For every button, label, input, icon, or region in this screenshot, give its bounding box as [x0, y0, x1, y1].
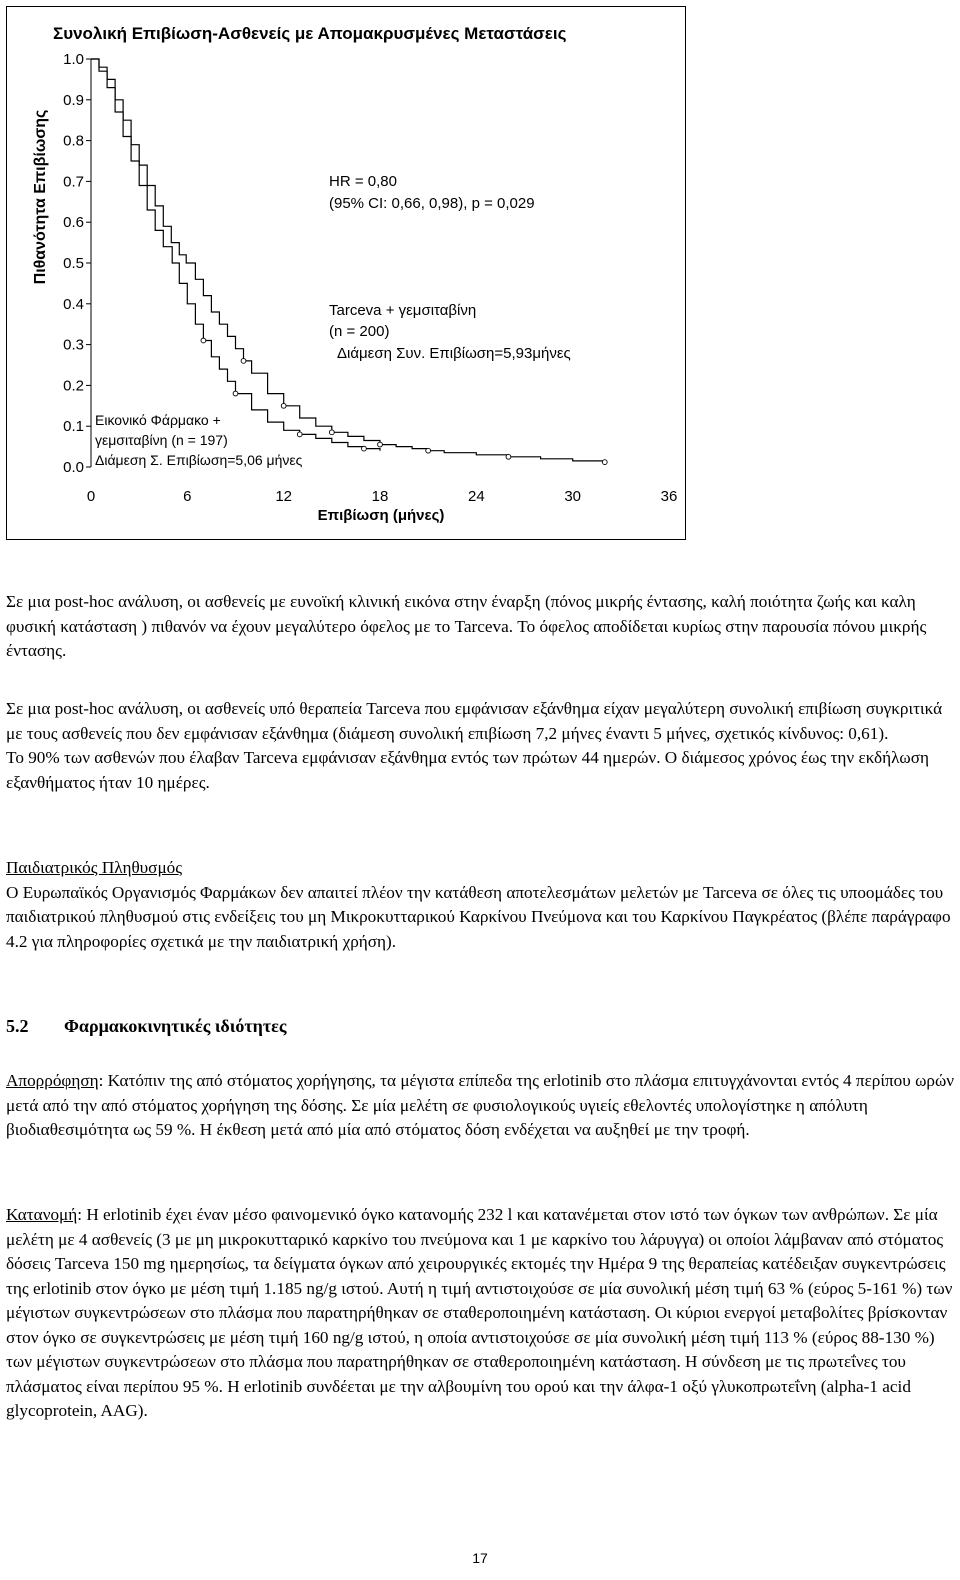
hr-annotation-line1: HR = 0,80: [329, 173, 397, 190]
section-heading: [6, 1016, 286, 1037]
placebo-label-line1: Εικονικό Φάρμακο +: [95, 412, 221, 428]
censor-mark: [297, 432, 302, 437]
km-chart-svg: [7, 7, 687, 541]
x-tick-label: 12: [275, 488, 293, 505]
y-tick-label: 1.0: [63, 51, 84, 68]
y-tick-label: 0.4: [63, 295, 84, 313]
x-tick-label: 0: [86, 488, 96, 505]
x-tick-label: 18: [371, 488, 389, 505]
absorption-text: : Κατόπιν της από στόματος χορήγησης, τα μέγιστα επίπεδα της erlotinib στο πλάσμα επιτυγχάνονται εντός 4 περίπου ωρών μετά από την από στόματος χορήγηση της δόσης. Σε μία μελέτη σε φυσιολογικούς υγιείς εθελοντές υπολογίστηκε η απόλυτη βιοδιαθεσιμότητα ως 59 %. Η έκθεση μετά από μία από στόματος δόση ενδέχεται να αυξηθεί με την τροφή.: [6, 1071, 955, 1139]
y-tick-label: 0.5: [63, 255, 84, 272]
x-axis-label: Επιβίωση (μήνες): [317, 507, 445, 524]
censor-mark: [233, 391, 238, 396]
y-axis-label: Πιθανότητα Επιβίωσης: [32, 109, 49, 285]
paediatric-section: [6, 856, 956, 954]
censor-mark: [201, 338, 206, 343]
y-tick-label: 0.8: [63, 132, 84, 150]
censor-mark: [602, 460, 607, 465]
y-tick-label: 0.9: [63, 91, 84, 109]
tarceva-label-line1: Tarceva + γεμσιταβίνη: [329, 302, 477, 319]
censor-mark: [241, 359, 246, 364]
distribution-paragraph: [6, 1203, 956, 1424]
paragraph-2: Σε μια post-hoc ανάλυση, οι ασθενείς υπό θεραπεία Tarceva που εμφάνισαν εξάνθημα είχαν μεγαλύτερη συνολική επιβίωση συγκριτικά με τους ασθενείς που δεν εμφάνισαν εξάνθημα (διάμεση συνολική επιβίωση 7,2 μήνες έναντι 5 μήνες, σχετικός κίνδυνος: 0,61).: [6, 699, 943, 743]
censor-mark: [378, 442, 383, 447]
y-tick-label: 0.7: [63, 173, 84, 191]
x-tick-label: 30: [564, 488, 582, 505]
censor-mark: [329, 430, 334, 435]
section-title: Φαρμακοκινητικές ιδιότητες: [64, 1016, 287, 1036]
y-tick-label: 0.1: [63, 418, 84, 436]
x-tick-label: 24: [467, 488, 485, 505]
section-number: 5.2: [6, 1016, 29, 1036]
y-tick-label: 0.6: [63, 214, 84, 232]
censor-mark: [281, 403, 286, 408]
page-number: 17: [472, 1550, 488, 1566]
censor-mark: [426, 448, 431, 453]
tarceva-label-line2: (n = 200): [329, 323, 390, 340]
paediatric-text: Ο Ευρωπαϊκός Οργανισμός Φαρμάκων δεν απαιτεί πλέον την κατάθεση αποτελεσμάτων μελετών με Tarceva σε όλες τις υποομάδες του παιδιατρικού πληθυσμού στις ενδείξεις του μη Μικροκυτταρικού Καρκίνου Πνεύμονα και του Καρκίνου Παγκρέατος (βλέπε παράγραφο 4.2 για πληροφορίες σχετικά με την παιδιατρική χρήση).: [6, 882, 951, 951]
censor-mark: [362, 446, 367, 451]
distribution-label: Κατανομή: [6, 1205, 78, 1224]
x-tick-label: 6: [183, 488, 192, 505]
paragraph-quality-of-life: [6, 590, 956, 664]
placebo-label-line3: Διάμεση Σ. Επιβίωση=5,06 μήνες: [95, 452, 303, 468]
curves: [91, 59, 607, 465]
x-tick-label: 36: [660, 488, 678, 505]
y-tick-label: 0.2: [63, 377, 84, 395]
hr-annotation-line2: (95% CI: 0,66, 0,98), p = 0,029: [329, 195, 535, 212]
tarceva-label-line3: Διάμεση Συν. Επιβίωση=5,93μήνες: [337, 345, 571, 362]
chart-title: Συνολική Επιβίωση-Ασθενείς με Απομακρυσμένες Μεταστάσεις: [53, 24, 567, 43]
absorption-paragraph: [6, 1069, 956, 1143]
paediatric-title: Παιδιατρικός Πληθυσμός: [6, 858, 183, 877]
censor-mark: [506, 454, 511, 459]
y-tick-label: 0.3: [63, 336, 84, 354]
paragraph-rash-block: [6, 697, 956, 795]
y-tick-label: 0.0: [63, 459, 84, 476]
survival-figure: [6, 6, 686, 540]
tarceva-survival-curve: [91, 59, 605, 462]
placebo-label-line2: γεμσιταβίνη (n = 197): [95, 432, 228, 448]
absorption-label: Απορρόφηση: [6, 1071, 99, 1090]
distribution-text: : Η erlotinib έχει έναν μέσο φαινομενικό όγκο κατανομής 232 l και κατανέμεται στον ιστό των όγκων των ανθρώπων. Σε μία μελέτη με 4 ασθενείς (3 με μη μικροκυτταρικό καρκίνο του πνεύμονα και 1 με καρκίνο του λάρυγγα) οι οποίοι λάμβαναν από στόματος δόσεις Tarceva 150 mg ημερησίως, τα δείγματα όγκων από χειρουργικές εκτομές την Ημέρα 9 της θεραπείας κατέδειξαν συγκεντρώσεις της erlotinib στον όγκο με μέση τιμή 1.185 ng/g ιστού. Αυτή η τιμή αντιστοιχούσε σε μία συνολική μέση τιμή 63 % (εύρος 5-161 %) των μέγιστων συγκεντρώσεων στο πλάσμα που παρατηρήθηκαν σε σταθεροποιημένη κατάσταση. Οι κύριοι ενεργοί μεταβολίτες βρίσκονταν στον όγκο σε συγκεντρώσεις με μέση τιμή 160 ng/g ιστού, η οποία αντιστοιχούσε σε μία συνολική μέση τιμή 113 % (εύρος 88-130 %) των μέγιστων συγκεντρώσεων στο πλάσμα που παρατηρήθηκαν σε σταθεροποιημένη κατάσταση. Η σύνδεση με τις πρωτεΐνες του πλάσματος είναι περίπου 95 %. Η erlotinib συνδέεται με την αλβουμίνη του ορού και την άλφα-1 οξύ γλυκοπρωτεΐνη (alpha-1 acid glycoprotein, AAG).: [6, 1205, 953, 1420]
paragraph-3: Το 90% των ασθενών που έλαβαν Tarceva εμφάνισαν εξάνθημα εντός των πρώτων 44 ημερών. Ο διάμεσος χρόνος έως την εκδήλωση εξανθήματος ήταν 10 ημέρες.: [6, 748, 929, 792]
paragraph-1: Σε μια post-hoc ανάλυση, οι ασθενείς με ευνοϊκή κλινική εικόνα στην έναρξη (πόνος μικρής έντασης, καλή ποιότητα ζωής και καλη φυσική κατάσταση ) πιθανόν να έχουν μεγαλύτερο όφελος με το Tarceva. Το όφελος αποδίδεται κυρίως στην παρουσία πόνου μικρής έντασης.: [6, 592, 927, 660]
